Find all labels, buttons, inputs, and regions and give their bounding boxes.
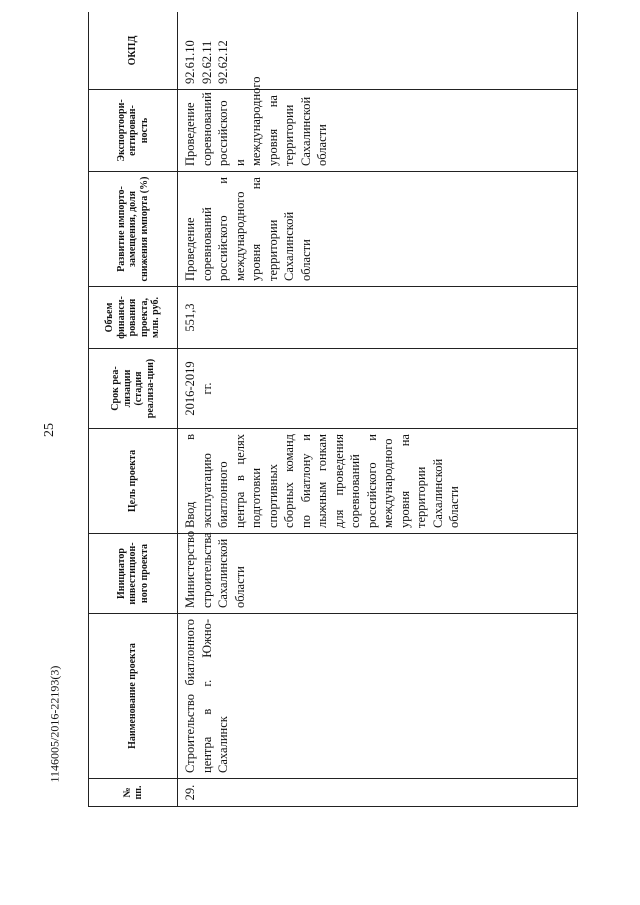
table-rotation-frame	[88, 12, 578, 807]
cell-financing-volume: 551,3	[178, 287, 578, 349]
header-term: Срок реа-лизации (стадия реализа-ции)	[89, 349, 178, 429]
investment-projects-table	[88, 12, 578, 807]
header-goal: Цель проекта	[89, 429, 178, 534]
cell-initiator: Министерство строительства Сахалинской области	[178, 534, 578, 614]
document-code: 1146005/2016-22193(3)	[47, 665, 62, 783]
header-financing-volume: Объем финанси-рования проекта, млн. руб.	[89, 287, 178, 349]
cell-export-orientation: Проведение соревнований российского и международного уровня на территории Сахалинской области	[178, 90, 578, 172]
cell-num: 29.	[178, 779, 578, 807]
header-import-substitution: Развитие импорто-замещения, доля снижения импорта (%)	[89, 172, 178, 287]
page-number: 25	[42, 423, 57, 437]
rotated-table-area	[88, 12, 578, 807]
header-project-name: Наименование проекта	[89, 614, 178, 779]
cell-import-substitution: Проведение соревнований российского и международного уровня на территории Сахалинской области	[178, 172, 578, 287]
header-okpd: ОКПД	[89, 12, 178, 90]
header-export-orientation: Экспортоори-ентирован-ность	[89, 90, 178, 172]
okpd-code: 92.61.10	[183, 40, 197, 84]
cell-okpd	[178, 12, 578, 90]
okpd-code: 92.62.11	[199, 40, 214, 84]
cell-project-name: Строительство биатлонного центра в г. Южно-Сахалинск	[178, 614, 578, 779]
header-initiator: Инициатор инвестицион-ного проекта	[89, 534, 178, 614]
table-row	[178, 12, 578, 807]
okpd-code: 92.62.12	[216, 40, 230, 84]
header-num: № пп.	[89, 779, 178, 807]
table-header-row	[89, 12, 178, 807]
cell-goal: Ввод в эксплуатацию биатлонного центра в целях подготовки спортивных сборных команд по биатлону и лыжным гонкам для проведения соревнований российского и международного уровня на территории Сахалинской области	[178, 429, 578, 534]
cell-term: 2016-2019 гг.	[178, 349, 578, 429]
